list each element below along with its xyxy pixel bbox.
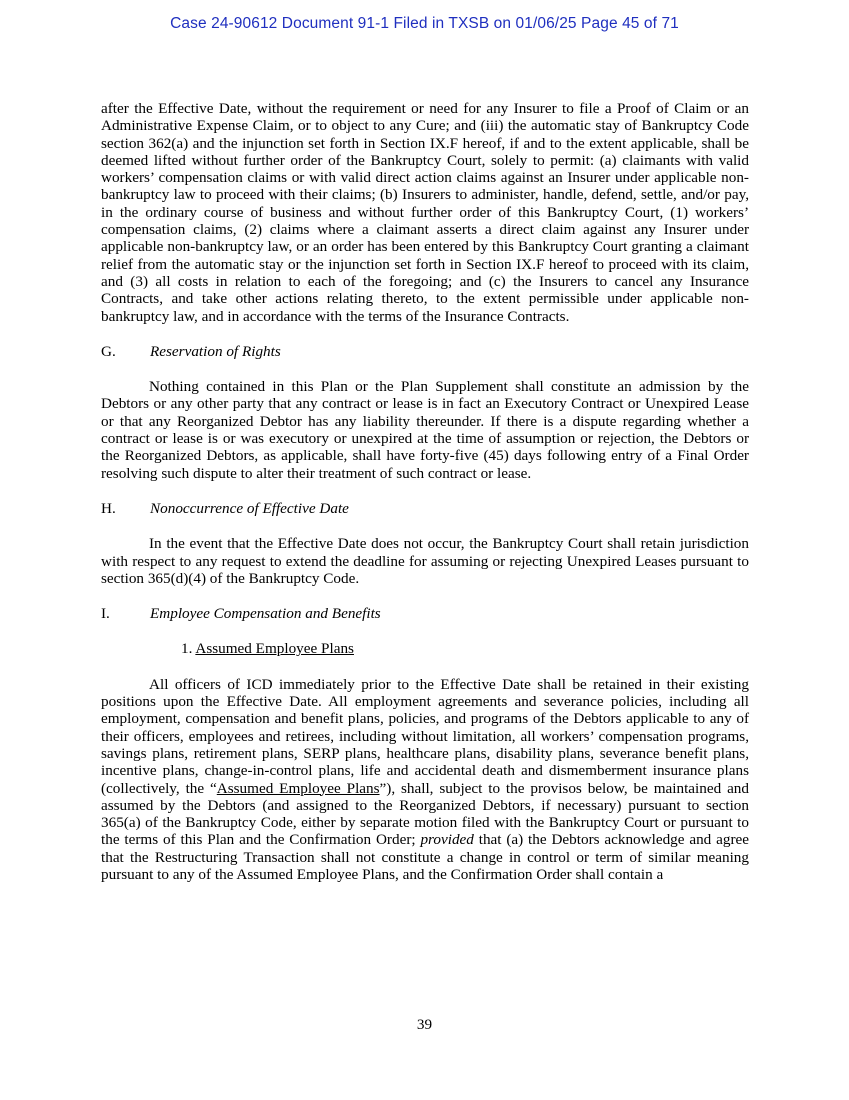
subsection-1-heading <box>101 640 749 657</box>
continuation-paragraph: after the Effective Date, without the requirement or need for any Insurer to file a Proof of Claim or an Administrative Expense Claim, or to object to any Cure; and (iii) the automatic stay of Bankruptcy Code section 362(a) and the injunction set forth in Section IX.F hereof, if and to the extent applicable, shall be deemed lifted without further order of the Bankruptcy Court, solely to permit: (a) claimants with valid workers’ compensation claims or with valid direct action claims against an Insurer under applicable non-bankruptcy law to proceed with their claims; (b) Insurers to administer, handle, defend, settle, and/or pay, in the ordinary course of business and without further order of this Bankruptcy Court, (1) workers’ compensation claims, (2) claims where a claimant asserts a direct claim against any Insurer under applicable non-bankruptcy law, or an order has been entered by this Bankruptcy Court granting a claimant relief from the automatic stay or the injunction set forth in Section IX.F hereof to proceed with its claim, and (3) all costs in relation to each of the foregoing; and (c) the Insurers to cancel any Insurance Contracts, and take other actions relating thereto, to the extent permissible under applicable non-bankruptcy law, and in accordance with the terms of the Insurance Contracts. <box>101 100 749 325</box>
subsection-1-title: Assumed Employee Plans <box>195 640 354 658</box>
defined-term-assumed-employee-plans: Assumed Employee Plans <box>216 779 380 797</box>
case-filing-header: Case 24-90612 Document 91-1 Filed in TXSB on 01/06/25 Page 45 of 71 <box>170 15 679 32</box>
section-i-text-part3: that (a) the Debtors acknowledge and agree that the Restructuring Transaction shall not constitute a change in control or term of similar meaning pursuant to any of the Assumed Employee Plans, and the Confirmation Order shall contain a <box>101 831 749 883</box>
section-i-paragraph <box>101 676 749 884</box>
section-g-paragraph: Nothing contained in this Plan or the Plan Supplement shall constitute an admission by the Debtors or any other party that any contract or lease is in fact an Executory Contract or Unexpired Lease or that any Reorganized Debtor has any liability thereunder. If there is a dispute regarding whether a contract or lease is or was executory or unexpired at the time of assumption or rejection, the Debtors or the Reorganized Debtors, as applicable, shall have forty-five (45) days following entry of a Final Order resolving such dispute to alter their treatment of such contract or lease. <box>101 378 749 482</box>
section-h-title: Nonoccurrence of Effective Date <box>150 499 349 517</box>
section-i-text-part1: All officers of ICD immediately prior to the Effective Date shall be retained in their existing positions upon the Effective Date. All employment agreements and severance policies, including all employment, compensation and benefit plans, policies, and programs of the Debtors applicable to any of their officers, employees and retirees, including without limitation, all workers’ compensation programs, savings plans, retirement plans, SERP plans, healthcare plans, disability plans, severance benefit plans, incentive plans, change-in-control plans, life and accidental death and dismemberment insurance plans (collectively, the “ <box>101 675 749 797</box>
page-number: 39 <box>416 1016 433 1033</box>
document-body <box>101 100 749 883</box>
section-g-heading <box>101 343 749 360</box>
section-i-heading <box>101 605 749 622</box>
section-i-title: Employee Compensation and Benefits <box>150 605 381 623</box>
section-h-heading <box>101 500 749 517</box>
section-h-letter: H. <box>101 499 116 517</box>
section-i-letter: I. <box>101 605 110 623</box>
subsection-1-number: 1. <box>181 640 193 658</box>
section-i-text-part2: ”), shall, subject to the provisos below, be maintained and assumed by the Debtors (and assigned to the Reorganized Debtors, if necessary) pursuant to section 365(a) of the Bankruptcy Code, either by separate motion filed with the Bankruptcy Court or pursuant to the terms of this Plan and the Confirmation Order; <box>101 779 749 849</box>
section-g-title: Reservation of Rights <box>150 342 281 360</box>
section-g-letter: G. <box>101 342 116 360</box>
section-h-paragraph: In the event that the Effective Date does not occur, the Bankruptcy Court shall retain jurisdiction with respect to any request to extend the deadline for assuming or rejecting Unexpired Leases pursuant to section 365(d)(4) of the Bankruptcy Code. <box>101 535 749 587</box>
provided-word: provided <box>420 831 474 849</box>
